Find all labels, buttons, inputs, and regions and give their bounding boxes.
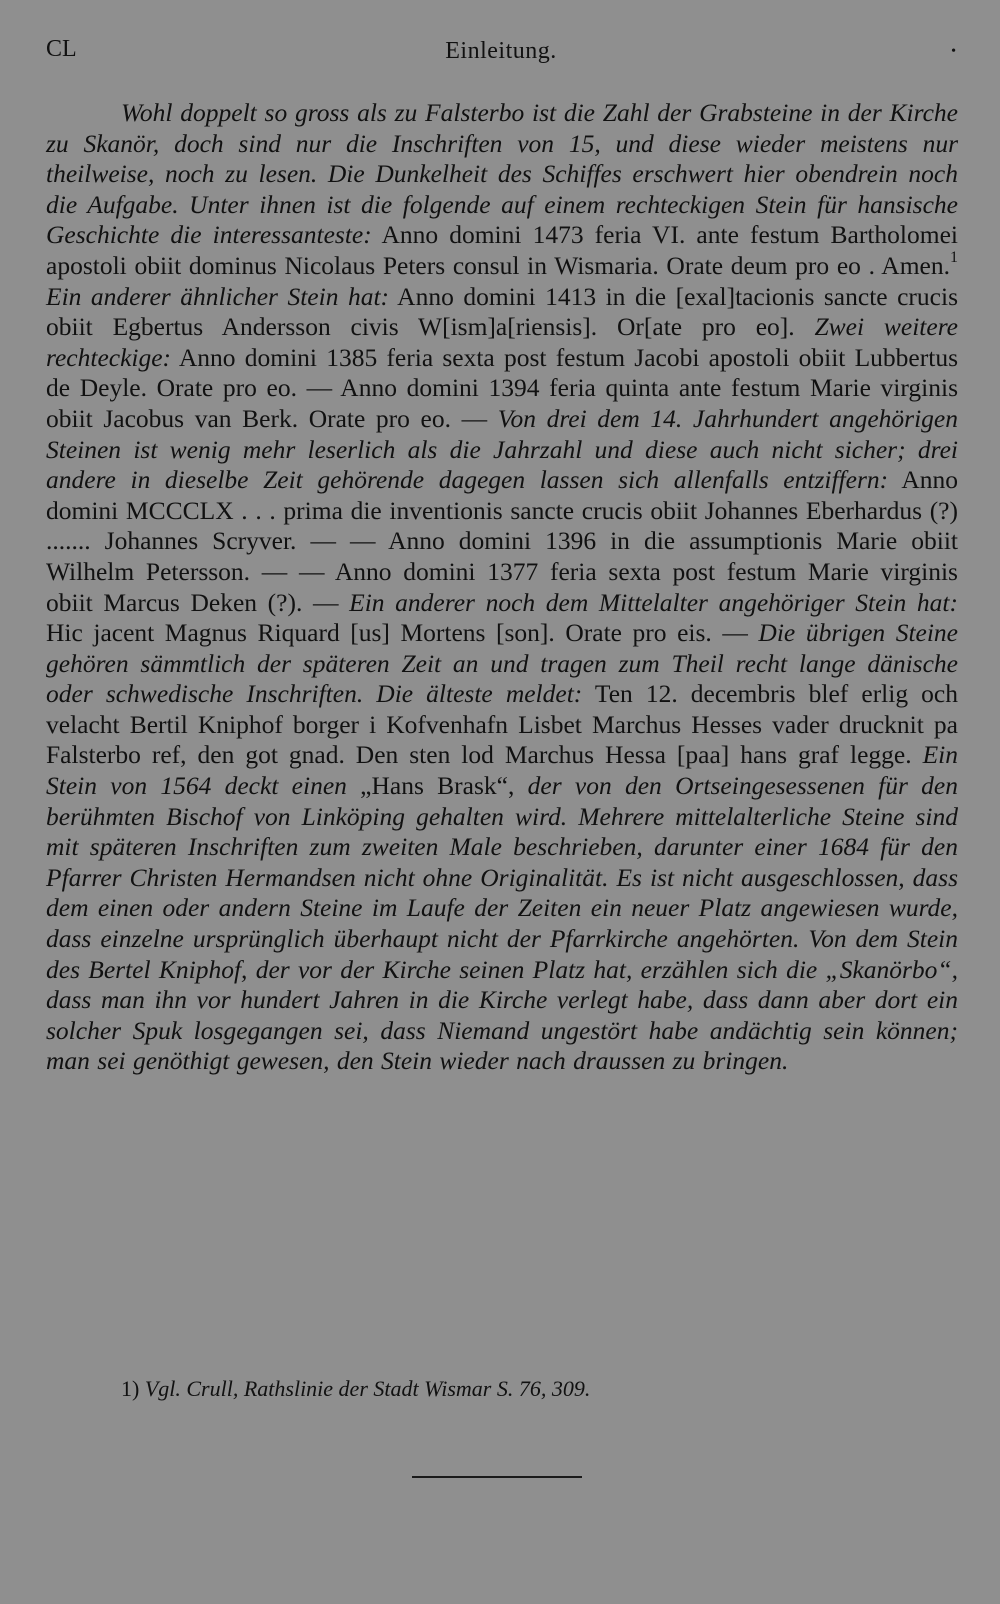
text-italic-two-more: Zwei weitere rechteckige: [46,312,959,372]
inscription-nicolaus-peters: Anno domini 1473 feria VI. ante festum Bartholomei apostoli obiit dominus Nicolaus Peters consul in Wismaria. Orate deum pro eo . Amen. [46,220,958,280]
text-hans-brask: „Hans Brask“, [346,771,515,801]
text-italic-later-stones: Die übrigen Steine gehören sämmtlich der späteren Zeit an und tragen zum Theil recht lange dänische oder schwedische Inschriften. Die älteste meldet: [46,618,959,709]
inscription-magnus-riquard: Hic jacent Magnus Riquard [us] Mortens [son]. Orate pro eis. — [46,618,748,648]
text-italic-intro: Wohl doppelt so gross als zu Falsterbo ist die Zahl der Grabsteine in der Kirche zu Skanör, doch sind nur die Inschriften von 15, und diese wieder meistens nur theilweise, noch zu lesen. Die Dunkelheit des Schiffes erschwert hier obendrein noch die Aufgabe. Unter ihnen ist die folgende auf einem rechteckigen Stein für hansische Geschichte die interessanteste: [46,98,958,250]
text-italic-stone-1564: Ein Stein von 1564 deckt einen [46,740,958,801]
page-number: CL [46,36,77,62]
text-italic-similar-stone: Ein anderer ähnlicher Stein hat: [46,281,390,311]
running-title: Einleitung. [445,38,557,64]
footnote [121,1376,921,1402]
inscription-johannes-wilhelm-marcus: Anno domini MCCCLX . . . prima die inventionis sancte crucis obiit Johannes Eberhardus (?) ....... Johannes Scryver. — — Anno domini 1396 in die assumptionis Marie obiit Wilhelm Petersson. — — Anno domini 1377 feria sexta post festum Marie virginis obiit Marcus Deken (?). — [46,465,958,617]
text-italic-fourteenth-century: Von drei dem 14. Jahrhundert angehörigen Steinen ist wenig mehr leserlich als die Jahrzahl und diese auch nicht sicher; drei andere in dieselbe Zeit gehörende dagegen lassen sich allenfalls entziffern: [46,403,958,495]
inscription-egbertus-andersson: Anno domini 1413 in die [exal]tacionis sancte crucis obiit Egbertus Andersson civis W[ism]a[riensis]. Or[ate pro eo]. [46,281,958,342]
body-text [46,98,958,1077]
text-italic-closing: der von den Ortseingesessenen für den berühmten Bischof von Linköping gehalten wird. Mehrere mittelalterliche Steine sind mit späteren Inschriften zum zweiten Male beschrieben, darunter einer 1684 für den Pfarrer Christen Hermandsen nicht ohne Originalität. Es ist nicht ausgeschlossen, dass dem einen oder andern Steine im Laufe der Zeiten ein neuer Platz angewiesen wurde, dass einzelne ursprünglich überhaupt nicht der Pfarrkirche angehörten. Von dem Stein des Bertel Kniphof, der vor der Kirche seinen Platz hat, erzählen sich die „Skanörbo“, dass man ihn vor hundert Jahren in die Kirche verlegt habe, dass dann aber dort ein solcher Spuk losgegangen sei, dass Niemand ungestört habe andächtig sein können; man sei genöthigt gewesen, den Stein wieder nach draussen zu bringen. [46,771,958,1076]
text-italic-medieval-stone: Ein anderer noch dem Mittelalter angehöriger Stein hat: [338,587,958,617]
page-header [46,36,956,72]
printer-mark: • [951,44,956,59]
footnote-marker: 1) [121,1376,140,1401]
main-paragraph [46,98,958,1077]
footnote-reference: 1 [950,249,958,267]
bottom-rule [412,1476,582,1478]
inscription-lubbertus-jacobus: Anno domini 1385 feria sexta post festum Jacobi apostoli obiit Lubbertus de Deyle. Orate pro eo. — Anno domini 1394 feria quinta ante festum Marie virginis obiit Jacobus van Berk. Orate pro eo. — [46,342,958,433]
inscription-bertil-kniphof: Ten 12. decembris blef erlig och velacht Bertil Kniphof borger i Kofvenhafn Lisbet Marchus Hesses vader drucknit pa Falsterbo ref, den got gnad. Den sten lod Marchus Hessa [paa] hans graf legge. [46,679,958,770]
footnote-text: Vgl. Crull, Rathslinie der Stadt Wismar S. 76, 309. [144,1376,591,1401]
